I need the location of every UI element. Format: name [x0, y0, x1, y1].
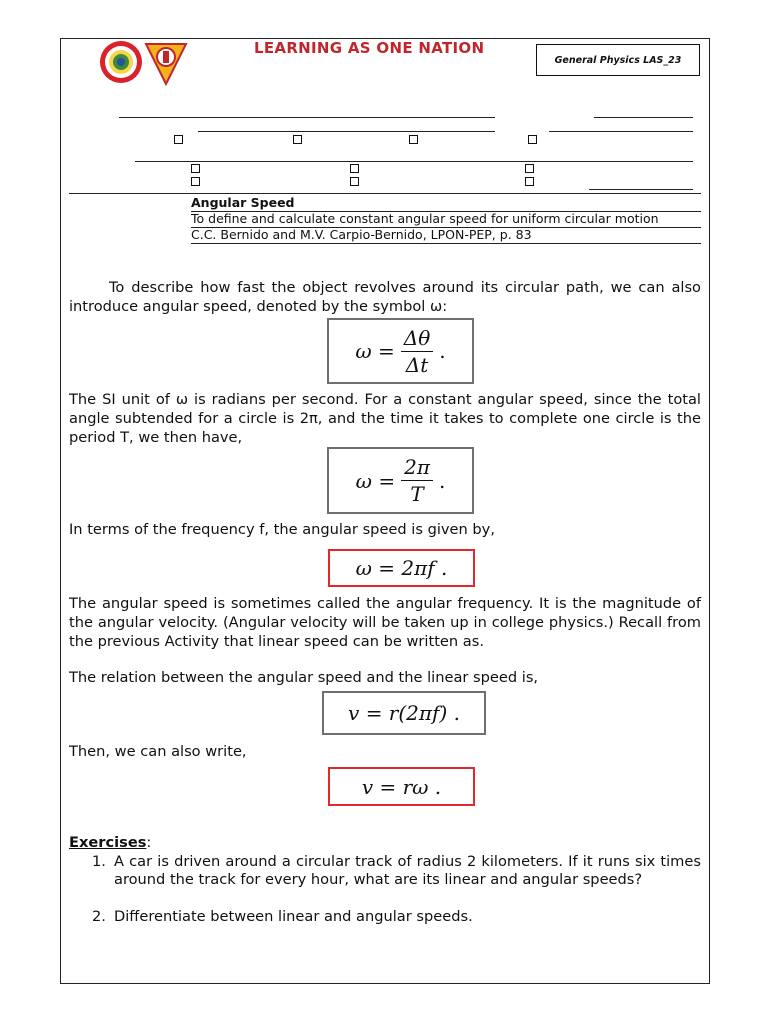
lesson-objective: To define and calculate constant angular speed for uniform circular motion	[191, 211, 701, 228]
section-divider	[69, 193, 701, 194]
checkbox[interactable]	[174, 135, 183, 144]
checkbox[interactable]	[409, 135, 418, 144]
equation-angular-speed-period: ω = $\frac{2\pi}{T}$ .	[327, 447, 474, 514]
form-line	[135, 161, 693, 162]
checkbox[interactable]	[191, 164, 200, 173]
exercise-item	[92, 853, 701, 907]
checkbox[interactable]	[350, 164, 359, 173]
paragraph-relation: The relation between the angular speed and the linear speed is,	[69, 669, 539, 686]
equation-angular-speed-frequency: ω = 2πf .	[328, 549, 475, 587]
school-seal-logo	[99, 40, 143, 84]
checkbox[interactable]	[525, 177, 534, 186]
exercise-number: 2.	[92, 908, 106, 925]
exercise-number: 1.	[92, 853, 106, 870]
equation-angular-speed-definition: ω = $\frac{\Delta\theta}{\Delta t}$ .	[327, 318, 474, 384]
paragraph-intro: To describe how fast the object revolves around its circular path, we can also introduce angular speed, denoted by the symbol ω:	[69, 279, 701, 315]
exercises-heading: Exercises:	[69, 834, 152, 851]
checkbox[interactable]	[350, 177, 359, 186]
exercise-text: A car is driven around a circular track of radius 2 kilometers. If it runs six times around the track for every hour, what are its linear and angular speeds?	[114, 853, 701, 888]
lesson-title: Angular Speed	[191, 195, 701, 212]
lesson-reference: C.C. Bernido and M.V. Carpio-Bernido, LPON-PEP, p. 83	[191, 227, 701, 244]
checkbox[interactable]	[191, 177, 200, 186]
las-label-box: General Physics LAS_23	[536, 44, 700, 76]
form-line	[594, 117, 693, 118]
form-line	[119, 117, 495, 118]
header-title: LEARNING AS ONE NATION	[254, 39, 485, 57]
paragraph-si-unit: The SI unit of ω is radians per second. For a constant angular speed, since the total angle subtended for a circle is 2π, and the time it takes to complete one circle is the period T, we then have,	[69, 391, 701, 446]
paragraph-frequency: In terms of the frequency f, the angular speed is given by,	[69, 521, 495, 538]
form-line	[549, 131, 693, 132]
checkbox[interactable]	[293, 135, 302, 144]
paragraph-then: Then, we can also write,	[69, 743, 247, 760]
deped-logo	[142, 40, 190, 86]
form-line	[198, 131, 495, 132]
checkbox[interactable]	[528, 135, 537, 144]
checkbox[interactable]	[525, 164, 534, 173]
exercise-item	[92, 908, 701, 926]
exercise-text: Differentiate between linear and angular speeds.	[114, 908, 473, 925]
form-line	[589, 189, 693, 190]
equation-linear-angular: v = rω .	[328, 767, 475, 806]
paragraph-angular-frequency: The angular speed is sometimes called the angular frequency. It is the magnitude of the angular velocity. (Angular velocity will be taken up in college physics.) Recall from the previous Activity that linear speed can be written as.	[69, 595, 701, 650]
equation-linear-speed-frequency: v = r(2πf) .	[322, 691, 486, 735]
